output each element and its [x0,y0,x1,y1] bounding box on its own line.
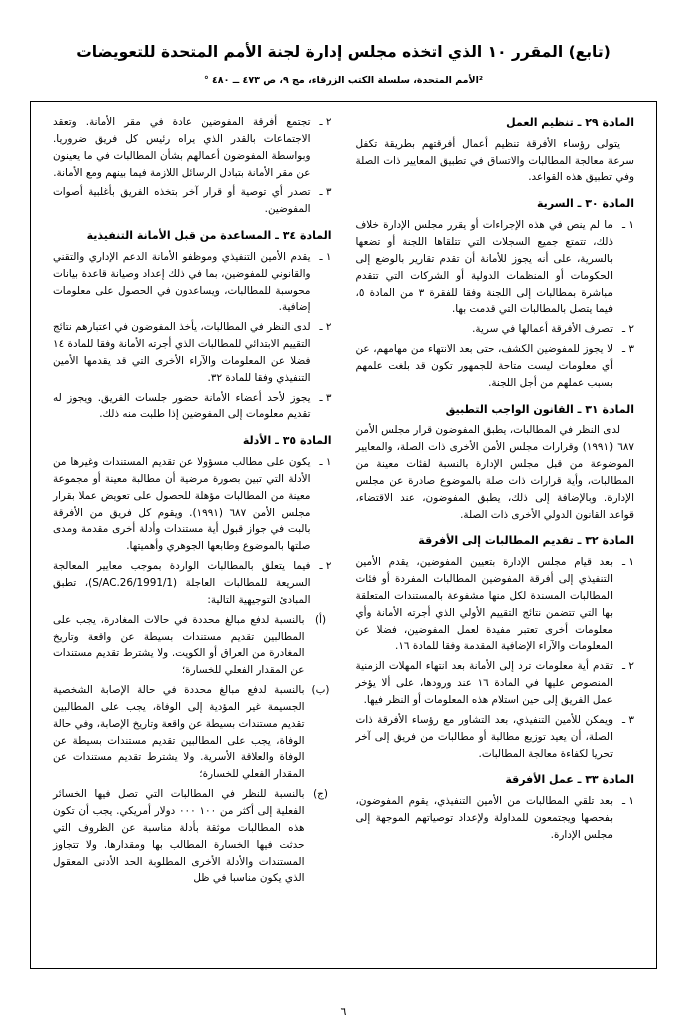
page-number: ٦ [340,1005,347,1018]
paragraph-number: ١ ـ [622,795,634,808]
paragraph [356,554,635,655]
paragraph-text: بعد قيام مجلس الإدارة بتعيين المفوضين، يقدم الأمين التنفيذي إلى أفرقة المفوضين المطالبات المفردة أو فئات المطالبات المسندة لكل منها مشفوعة بالمستندات المتعلقة بها التي تتضمن نتائج التقييم الأولي الذي أجرته الأمانة وأي معلومات أخرى تعتبر مفيدة لعمل المفوضين، فضلا عن المعلومات والآراء الإضافية المقدمة وفقا للمادة ١٦. [355,556,613,653]
article-heading-29: المادة ٢٩ ـ تنظيم العمل [506,115,634,129]
paragraph-text: فيما يتعلق بالمطالبات الواردة بموجب معايير المعالجة السريعة للمطالبات العاجلة (S/AC.26/1991/1)، تطبق المبادئ التوجيهية التالية: [53,560,311,606]
article-heading-30: المادة ٣٠ ـ السرية [537,197,634,211]
document-source-note: ²الأمم المتحدة، سلسلة الكتب الزرقاء، مج ٩، ص ٤٧٣ ــ ٤٨٠ ° [203,74,484,86]
column-left [41,114,344,958]
paragraph-number: ٢ ـ [319,560,332,573]
page-title: (تابع) المقرر ١٠ الذي اتخذه مجلس إدارة لجنة الأمم المتحدة للتعويضات [76,43,611,61]
sub-paragraph [53,612,332,679]
paragraph-text: ما لم ينص في هذه الإجراءات أو يقرر مجلس الإدارة خلاف ذلك، تتمتع جميع السجلات التي تتلقاها اللجنة أو تضعها بالسرية، على أنه يجوز للأمانة أن تقدم تقارير بالوضع إلى الحكومات أو المنظمات الدولية أو الشركات التي تتقدم مباشرة بمطالبات إلى اللجنة وفقا للفقرة ٣ من المادة ٥، فيما يتصل بالمطالبات التي قدمت بها. [355,219,613,316]
paragraph-number: ٣ ـ [622,713,634,726]
paragraph-number: ١ ـ [622,219,634,232]
paragraph [53,249,332,316]
paragraph-text: تصرف الأفرقة أعمالها في سرية. [472,323,613,336]
paragraph-number: ٢ ـ [622,323,634,336]
paragraph [356,712,635,763]
two-column-body [41,114,646,958]
paragraph [53,390,332,424]
sub-paragraph-label: (ج) [313,788,328,801]
paragraph-number: ١ ـ [622,556,634,569]
paragraph-number: ٣ ـ [622,343,634,356]
paragraph [53,114,332,181]
paragraph [356,217,635,318]
paragraph-text: بعد تلقي المطالبات من الأمين التنفيذي، يقوم المفوضون، بفحصها ويجتمعون للمداولة ولإعداد توصياتهم الموجهة إلى مجلس الإدارة. [355,795,613,841]
paragraph-number: ٢ ـ [622,660,634,673]
paragraph [53,184,332,218]
paragraph-text: لا يجوز للمفوضين الكشف، حتى بعد الانتهاء من مهامهم، عن أي معلومات ليست متاحة للجمهور تكون قد بلغت علمهم بسبب عملهم من أجل اللجنة. [355,343,613,389]
sub-paragraph-text: بالنسبة لدفع مبالغ محددة في حالات المغادرة، يجب على المطالبين تقديم مستندات بسيطة عن واقعة وتاريخ المغادرة من العراق أو الكويت. ولا يشترط تقديم مستندات عن المقدار الفعلي للخسارة؛ [53,613,305,677]
paragraph-text: لدى النظر في المطالبات، يأخذ المفوضون في اعتبارهم نتائج التقييم الابتدائي للمطالبات الذي أجرته الأمانة وفقا للمادة ١٤ فضلا عن المعلومات والآراء الأخرى التي قد يقدمها الأمين التنفيذي وفقا للمادة ٣٢. [53,321,311,384]
paragraph-text: تجتمع أفرقة المفوضين عادة في مقر الأمانة. وتعقد الاجتماعات بالقدر الذي يراه رئيس كل فريق ضروريا. وبواسطة المفوضون أعمالهم بشأن المطالبات في ما يعينون عن مقر الأمانة بتبادل الرسائل اللازمة فيما بينهم ومع الأمانة. [53,115,311,179]
paragraph-text: يقدم الأمين التنفيذي وموظفو الأمانة الدعم الإداري والتقني والقانوني للمفوضين، بما في ذلك إعداد وصيانة قاعدة بيانات محوسبة للمطالبات، ويساعدون في الحصول على معلومات إضافية. [53,250,311,314]
paragraph-number: ١ ـ [319,250,332,263]
paragraph [53,319,332,386]
paragraph-number: ٣ ـ [319,391,332,404]
content-frame [30,101,657,969]
article-heading-31: المادة ٣١ ـ القانون الواجب التطبيق [445,402,634,416]
paragraph-text: يجوز لأحد أعضاء الأمانة حضور جلسات الفريق. ويجوز له تقديم معلومات إلى المفوضين إذا طلبت منه ذلك. [53,391,311,421]
paragraph-text: ويمكن للأمين التنفيذي، بعد التشاور مع رؤساء الأفرقة ذات الصلة، أن يعيد توزيع مطالبة أو مطالبات من فريق إلى آخر تحريا لكفاءة معالجة المطالبات. [355,713,613,760]
paragraph-text: تصدر أي توصية أو قرار آخر بتخذه الفريق بأغلبية أصوات المفوضين. [53,186,311,216]
sub-paragraph [53,682,332,783]
paragraph-number: ٢ ـ [319,115,332,128]
article-heading-33: المادة ٣٣ ـ عمل الأفرقة [505,773,634,787]
column-right [344,114,647,958]
paragraph [356,341,635,392]
paragraph-text: تقدم أية معلومات ترد إلى الأمانة بعد انتهاء المهلات الزمنية المنصوص عليها في المادة ١٦ عند ورودها، على ألا يؤخر عمل الفريق إلى حين استلام هذه المعلومات أو النظر فيها. [355,660,613,707]
paragraph [356,793,635,844]
sub-paragraph-label: (أ) [315,613,326,626]
paragraph: لدى النظر في المطالبات، يطبق المفوضون قرار مجلس الأمن ٦٨٧ (١٩٩١) وقرارات مجلس الأمن الأخرى ذات الصلة، والمعايير الموضوعة من قبل مجلس الإدارة بالنسبة لفئات معينة من المطالبات، وأية قرارات ذات صلة بالموضوع صادرة عن مجلس الإدارة. وبالإضافة إلى ذلك، يطبق المفوضون، عند الاقتضاء، قواعد القانون الدولي الأخرى ذات الصلة. [355,424,634,521]
paragraph: يتولى رؤساء الأفرقة تنظيم أعمال أفرقتهم بطريقة تكفل سرعة معالجة المطالبات والاتساق في تطبيق المعايير ذات الصلة وفي تطبيق هذه القواعد. [355,137,634,184]
article-heading-34: المادة ٣٤ ـ المساعدة من قبل الأمانة التنفيذية [86,229,332,243]
sub-paragraph-text: بالنسبة للنظر في المطالبات التي تصل فيها الخسائر الفعلية إلى أكثر من ١٠٠ ٠٠٠ دولار أمريكي. يجب أن تكون هذه المطالبات موثقة بأدلة مناسبة عن الظروف التي حدثت فيها الخسارة المطالب بها ومقدارها. ولا تتجاوز المستندات والأدلة الأخرى المطلوبة الحد الأدنى المعقول الذي يكون مناسبا في ظل [53,788,305,885]
article-heading-35: المادة ٣٥ ـ الأدلة [242,434,332,448]
sub-paragraph-label: (ب) [311,684,330,697]
paragraph [356,321,635,338]
paragraph-number: ٢ ـ [319,321,332,334]
paragraph [356,658,635,709]
paragraph [53,558,332,609]
paragraph-text: يكون على مطالب مسؤولا عن تقديم المستندات وغيرها من الأدلة التي تبين بصورة مرضية أن مطالبة معينة أو مجموعة معينة من المطالبات مؤهلة للحصول على تعويض عملا بقرار مجلس الأمن ٦٨٧ (١٩٩١). ويقوم كل فريق من الأفرقة بالبت في جواز قبول أية مستندات وأدلة أخرى مقدمة ومدى صلتها بالموضوع وطابعها الجوهري وأهميتها. [53,456,311,553]
article-heading-32: المادة ٣٢ ـ تقديم المطالبات إلى الأفرقة [418,534,634,548]
paragraph [53,454,332,555]
sub-paragraph [53,786,332,887]
sub-paragraph-text: بالنسبة لدفع مبالغ محددة في حالة الإصابة الشخصية الجسيمة غير المؤدية إلى الوفاة، يجب على المطالبين تقديم مستندات بسيطة عن واقعة وتاريخ الإصابة، وفي حالة الوفاة، يجب على المطالبين تقديم مستندات بسيطة عن الوفاة والعلاقة الأسرية. ولا يشترط تقديم مستندات عن المقدار الفعلي للخسارة؛ [53,684,305,781]
paragraph-number: ١ ـ [319,456,332,469]
paragraph-number: ٣ ـ [319,186,332,199]
